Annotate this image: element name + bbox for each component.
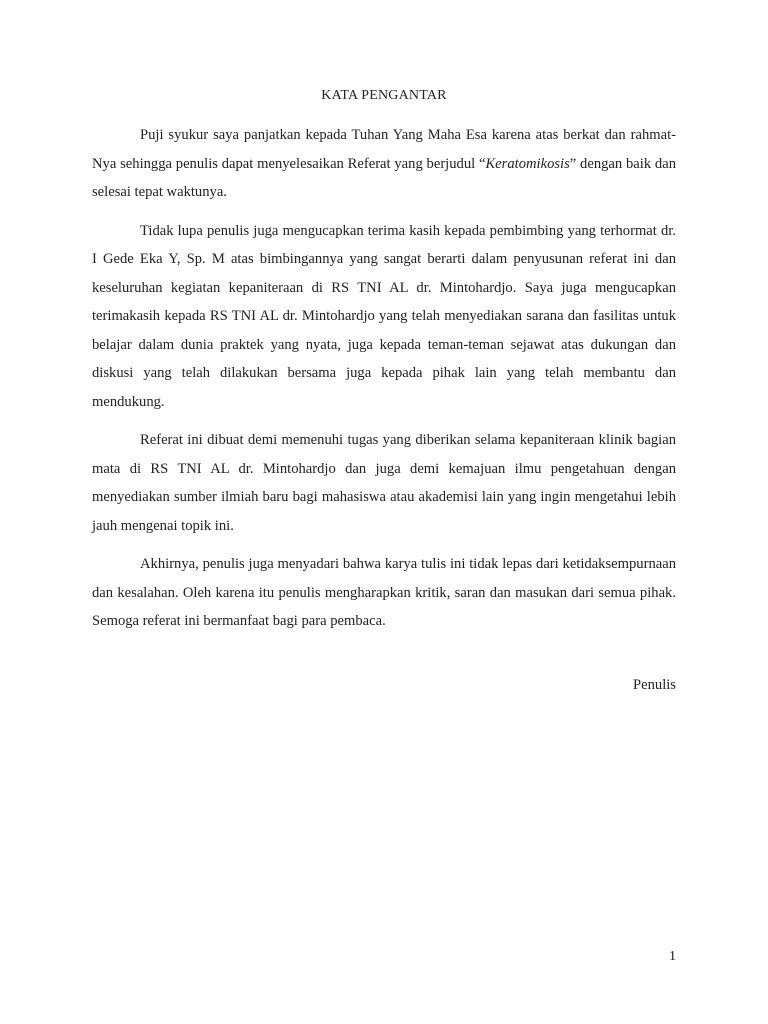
page-number: 1 (669, 949, 676, 964)
paragraph-1-text-after: ” dengan baik dan selesai tepat waktunya. (92, 155, 676, 200)
paragraph-1 (92, 121, 676, 207)
paragraph-2: Tidak lupa penulis juga mengucapkan terima kasih kepada pembimbing yang terhormat dr. I Gede Eka Y, Sp. M atas bimbingannya yang sangat berarti dalam penyusunan referat ini dan keseluruhan kegiatan kepaniteraan di RS TNI AL dr. Mintohardjo. Saya juga mengucapkan terimakasih kepada RS TNI AL dr. Mintohardjo yang telah menyediakan sarana dan fasilitas untuk belajar dalam dunia praktek yang nyata, juga kepada teman-teman sejawat atas dukungan dan diskusi yang telah dilakukan bersama juga kepada pihak lain yang telah membantu dan mendukung. (92, 222, 676, 410)
paragraph-1-italic-title: Keratomikosis (485, 155, 570, 172)
paragraph-1-text-before: Puji syukur saya panjatkan kepada Tuhan Yang Maha Esa karena atas berkat dan rahmat-Nya sehingga penulis dapat menyelesaikan Referat yang berjudul “ (92, 127, 676, 172)
document-body (92, 121, 676, 636)
paragraph-4: Akhirnya, penulis juga menyadari bahwa karya tulis ini tidak lepas dari ketidaksempurnaan dan kesalahan. Oleh karena itu penulis mengharapkan kritik, saran dan masukan dari semua pihak. Semoga referat ini bermanfaat bagi para pembaca. (92, 556, 676, 629)
signature: Penulis (633, 677, 676, 693)
paragraph-3: Referat ini dibuat demi memenuhi tugas yang diberikan selama kepaniteraan klinik bagian mata di RS TNI AL dr. Mintohardjo dan juga demi kemajuan ilmu pengetahuan dengan menyediakan sumber ilmiah baru bagi mahasiswa atau akademisi lain yang ingin mengetahui lebih jauh mengenai topik ini. (92, 432, 676, 534)
document-title: KATA PENGANTAR (321, 88, 447, 103)
